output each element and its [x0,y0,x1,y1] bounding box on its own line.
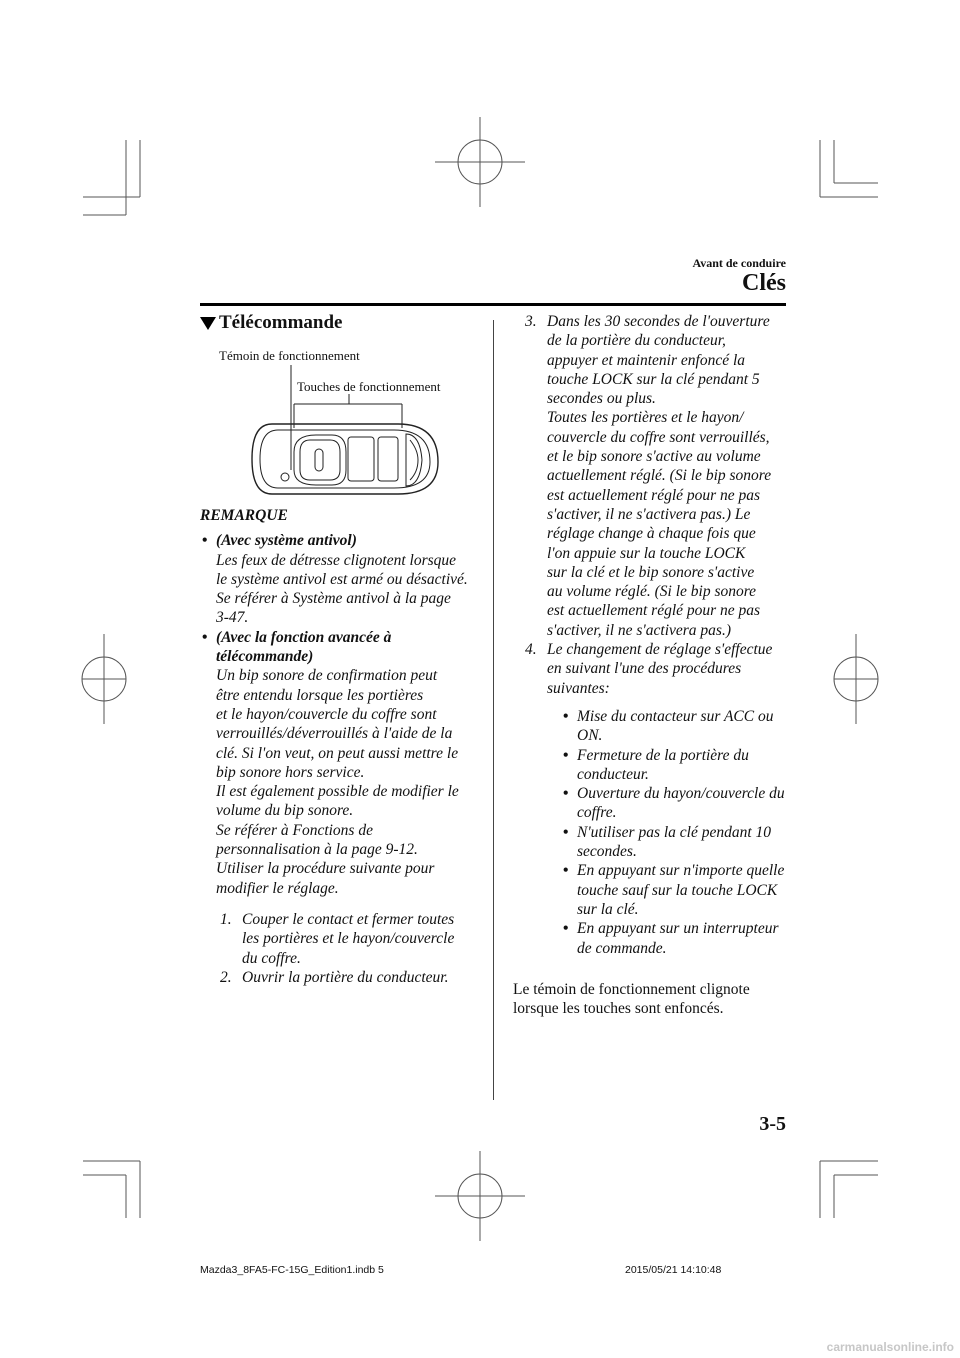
right-column [513,312,793,1018]
sub-line: de commande. [577,939,667,957]
note-line: être entendu lorsque les portières [216,686,424,704]
bullet-icon: • [563,746,569,764]
step-number: 1. [220,910,232,928]
step-line: touche LOCK sur la clé pendant 5 [547,370,760,388]
closing-line: lorsque les touches sont enfoncés. [513,1000,724,1018]
step-line: au volume réglé. (Si le bip sonore [547,583,757,601]
label-indicator: Témoin de fonctionnement [219,348,360,363]
step-line: sur la clé et le bip sonore s'active [547,563,755,581]
step-line: en suivant l'une des procédures [547,660,742,678]
step-line: s'activer, il ne s'activera pas.) Le [547,505,751,523]
sub-line: En appuyant sur n'importe quelle [577,862,785,880]
heading-text: Télécommande [219,312,343,333]
note-antivol [200,531,485,627]
remarque-title: REMARQUE [200,507,288,524]
bullet-icon: • [202,532,208,550]
step-line: Toutes les portières et le hayon/ [547,409,744,427]
sub-line: touche sauf sur la touche LOCK [577,881,778,899]
sub-line: Fermeture de la portière du [577,746,749,764]
note-line: Se référer à Système antivol à la page [216,590,451,608]
sub-item [551,919,793,958]
bullet-icon: • [563,785,569,803]
triangle-bullet-icon [200,317,216,330]
step-number: 3. [525,313,537,330]
steps-list-left [200,910,485,987]
sub-line: conducteur. [577,765,649,783]
step-item [220,910,485,968]
sub-item [551,707,793,746]
step-line: secondes ou plus. [547,390,656,408]
label-buttons: Touches de fonctionnement [297,379,441,394]
step-line: appuyer et maintenir enfoncé la [547,351,746,369]
step-item [525,312,793,640]
step-line: Couper le contact et fermer toutes [242,910,455,928]
note-line: verrouillés/déverrouillés à l'aide de la [216,725,453,743]
footer-file: Mazda3_8FA5-FC-15G_Edition1.indb 5 [200,1264,384,1276]
sub-item [551,861,793,919]
step-line: réglage change à chaque fois que [547,525,756,543]
step-line: et le bip sonore s'active au volume [547,448,761,466]
closing-line: Le témoin de fonctionnement clignote [513,980,750,998]
sub-line: Ouverture du hayon/couvercle du [577,785,785,803]
sub-line: coffre. [577,804,617,822]
step-line: Dans les 30 secondes de l'ouverture [547,313,770,330]
note-line: 3-47. [216,609,249,627]
step-line: suivantes: [547,679,610,697]
note-line: Utiliser la procédure suivante pour [216,860,435,878]
footer-timestamp: 2015/05/21 14:10:48 [625,1264,722,1276]
note-telecommande [200,628,485,898]
header-rule [200,303,786,306]
note-line: le système antivol est armé ou désactivé. [216,570,468,588]
section-heading [200,312,342,334]
sub-line: secondes. [577,843,637,861]
note-title: (Avec la fonction avancée à [216,628,392,646]
note-line: personnalisation à la page 9-12. [216,841,418,859]
chapter-title: Avant de conduire [692,256,786,270]
sub-line: En appuyant sur un interrupteur [577,920,779,938]
step-line: est actuellement réglé pour ne pas [547,602,761,620]
sub-line: ON. [577,727,603,745]
step-line: actuellement réglé. (Si le bip sonore [547,467,772,485]
watermark: carmanualsonline.info [826,1340,954,1354]
sub-item [551,746,793,785]
page-number: 3-5 [759,1113,786,1135]
note-line: Il est également possible de modifier le [216,783,459,801]
sub-item [551,823,793,862]
sub-item [551,784,793,823]
note-title: (Avec système antivol) [216,532,357,550]
sub-list [525,707,793,958]
step-number: 4. [525,641,537,659]
step-line: est actuellement réglé pour ne pas [547,486,761,504]
step-line: Le changement de réglage s'effectue [547,641,773,659]
note-line: volume du bip sonore. [216,802,354,820]
bullet-icon: • [563,862,569,880]
step-line: s'activer, il ne s'activera pas.) [547,621,731,639]
step-line: l'on appuie sur la touche LOCK [547,544,746,562]
bullet-icon: • [563,920,569,938]
section-title: Clés [742,270,786,296]
step-line: les portières et le hayon/couvercle [242,930,455,948]
step-line: Ouvrir la portière du conducteur. [242,968,449,986]
note-line: bip sonore hors service. [216,763,365,781]
step-line: du coffre. [242,949,301,967]
bullet-icon: • [202,628,208,646]
sub-line: Mise du contacteur sur ACC ou [577,707,774,725]
note-line: clé. Si l'on veut, on peut aussi mettre le [216,744,459,762]
note-line: Un bip sonore de confirmation peut [216,667,438,685]
note-line: modifier le réglage. [216,879,339,897]
sub-line: N'utiliser pas la clé pendant 10 [577,823,772,841]
steps-list-right [513,312,793,958]
closing-paragraph [513,980,793,1019]
step-line: de la portière du conducteur, [547,332,726,350]
column-separator [493,320,494,1100]
bullet-icon: • [563,707,569,725]
key-fob-illustration [240,360,440,500]
step-line: couvercle du coffre sont verrouillés, [547,428,770,446]
note-line: Se référer à Fonctions de [216,821,373,839]
note-line: et le hayon/couvercle du coffre sont [216,705,437,723]
step-item [525,640,793,698]
bullet-icon: • [563,823,569,841]
step-item [220,968,485,987]
step-number: 2. [220,968,232,986]
note-title: télécommande) [216,648,314,666]
left-column [200,506,485,987]
note-line: Les feux de détresse clignotent lorsque [216,551,457,569]
sub-line: sur la clé. [577,900,639,918]
